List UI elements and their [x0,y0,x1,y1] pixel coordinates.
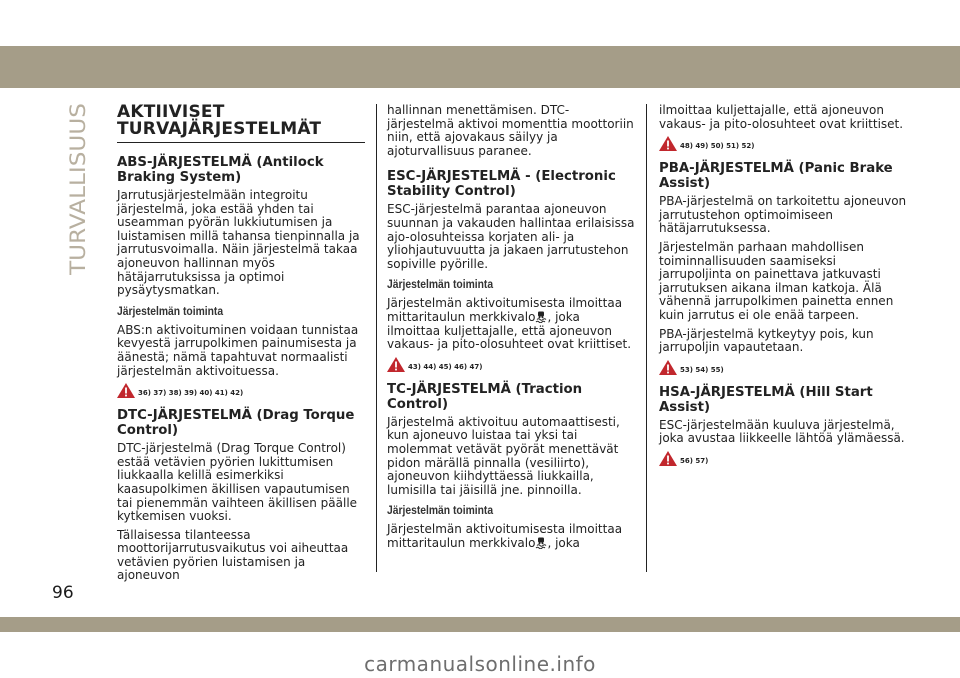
esc-skid-car-icon [535,537,547,549]
abs-operation-paragraph: ABS:n aktivoituminen voidaan tunnistaa kevyestä jarrupolkimen painumisesta ja äänestä; nämä tapahtuvat normaalisti järjestelmän aktivoituessa. [117,322,359,378]
esc-operation-paragraph: Järjestelmän aktivoitumisesta ilmoittaa mittaritaulun merkkivalo , joka ilmoittaa kuljettajalle, että ajoneuvon vakaus- ja pito-olosuhteet ovat kriittiset. [387,296,632,352]
tc-heading: TC-JÄRJESTELMÄ (Traction Control) [387,381,583,412]
warning-triangle-icon [659,360,677,375]
warning-refs: 48) 49) 50) 51) 52) [680,142,755,151]
section-side-label-text: TURVALLISUUS [66,118,90,275]
esc-warning [387,357,635,372]
esc-skid-car-icon [535,311,547,323]
column-divider [376,104,377,572]
warning-triangle-icon [387,357,405,372]
hsa-heading: HSA-JÄRJESTELMÄ (Hill Start Assist) [659,384,873,415]
page-number: 96 [52,583,74,603]
warning-triangle-icon [659,136,677,151]
footer-band [0,617,960,632]
pba-paragraph-2: Järjestelmän parhaan mahdollisen toiminnallisuuden saamiseksi jarrupoljinta on painettava jatkuvasti jarrutuksen aikana ilman katkoja. Älä vähennä jarrupolkimen painetta ennen kuin jarrutus ei ole enää tarpeen. [659,239,894,322]
hsa-paragraph: ESC-järjestelmään kuuluva järjestelmä, joka avustaa liikkeelle lähtöä ylämäessä. [659,417,905,446]
pba-paragraph-3: PBA-järjestelmä kytkeytyy pois, kun jarrupoljin vapautetaan. [659,326,874,355]
tc-continued-paragraph: ilmoittaa kuljettajalle, että ajoneuvon vakaus- ja pito-olosuhteet ovat kriittiset. [659,103,904,131]
pba-heading: PBA-JÄRJESTELMÄ (Panic Brake Assist) [659,161,893,192]
pba-paragraph: PBA-järjestelmä on tarkoitettu ajoneuvon jarrutustehon optimoimiseen hätäjarrutuksessa. [659,194,907,236]
abs-warning [117,383,365,398]
column-2 [387,104,635,555]
warning-refs: 56) 57) [680,456,709,465]
tc-paragraph: Järjestelmä aktivoituu automaattisesti, kun ajoneuvo luistaa tai yksi tai molemmat vetävät pyörät menettävät pidon märällä pinnalla (vesiliirto), ajoneuvon kiihdyttäessä liukkailla, lumisilla tai jäisillä jne. pinnoilla. [387,414,620,497]
esc-paragraph: ESC-järjestelmä parantaa ajoneuvon suunnan ja vakauden hallintaa erilaisissa ajo-olosuhteissa korjaten ali- ja yliohjautuvuutta ja jakaen jarrutustehon sopiville pyörille. [387,202,635,271]
abs-subheading: Järjestelmän toiminta [117,303,224,318]
dtc-heading: DTC-JÄRJESTELMÄ (Drag Torque Control) [117,408,355,439]
dtc-continued-paragraph: hallinnan menettämisen. DTC-järjestelmä aktivoi momenttia moottoriin niin, että ajovakaus säilyy ja ajoturvallisuus paranee. [387,103,634,158]
section-side-label [64,100,92,275]
page-title: AKTIIVISET TURVAJÄRJESTELMÄT [117,104,365,143]
esc-subheading: Järjestelmän toiminta [387,277,494,292]
column-1 [117,104,365,588]
column-divider [646,104,647,572]
dtc-paragraph: DTC-järjestelmä (Drag Torque Control) estää vetävien pyörien lukittumisen liukkaalla kelillä esimerkiksi kaasupolkimen äkillisen vapautumisen tai pienemmän vaihteen äkillisen päälle kytkemisen vuoksi. [117,441,358,524]
watermark-text: carmanualsonline.info [364,652,596,676]
pba-warning [659,360,909,375]
warning-triangle-icon [117,383,135,398]
abs-heading: ABS-JÄRJESTELMÄ (Antilock Braking System) [117,155,324,185]
tc-subheading: Järjestelmän toiminta [387,503,494,518]
dtc-paragraph-2: Tällaisessa tilanteessa moottorijarrutusvaikutus voi aiheuttaa vetävien pyörien luistamisen ja ajoneuvon [117,527,349,583]
warning-refs: 36) 37) 38) 39) 40) 41) 42) [138,389,244,398]
tc-warning [659,136,909,151]
header-band [0,46,960,88]
esc-heading: ESC-JÄRJESTELMÄ - (Electronic Stability Control) [387,169,616,200]
hsa-warning [659,451,909,466]
warning-triangle-icon [659,451,677,466]
abs-paragraph: Jarrutusjärjestelmään integroitu järjestelmä, joka estää yhden tai useamman pyörän lukkiutumisen ja luistamisen millä tahansa tienpinnalla ja jarrutusvoimalla. Näin järjestelmä takaa ajoneuvon hallinnan myös hätäjarrutuksissa ja optimoi pysäytysmatkan. [117,188,360,298]
warning-refs: 53) 54) 55) [680,365,724,374]
warning-refs: 43) 44) 45) 46) 47) [408,362,483,371]
tc-operation-paragraph: Järjestelmän aktivoitumisesta ilmoittaa mittaritaulun merkkivalo , joka [387,522,623,550]
column-3 [659,104,909,476]
